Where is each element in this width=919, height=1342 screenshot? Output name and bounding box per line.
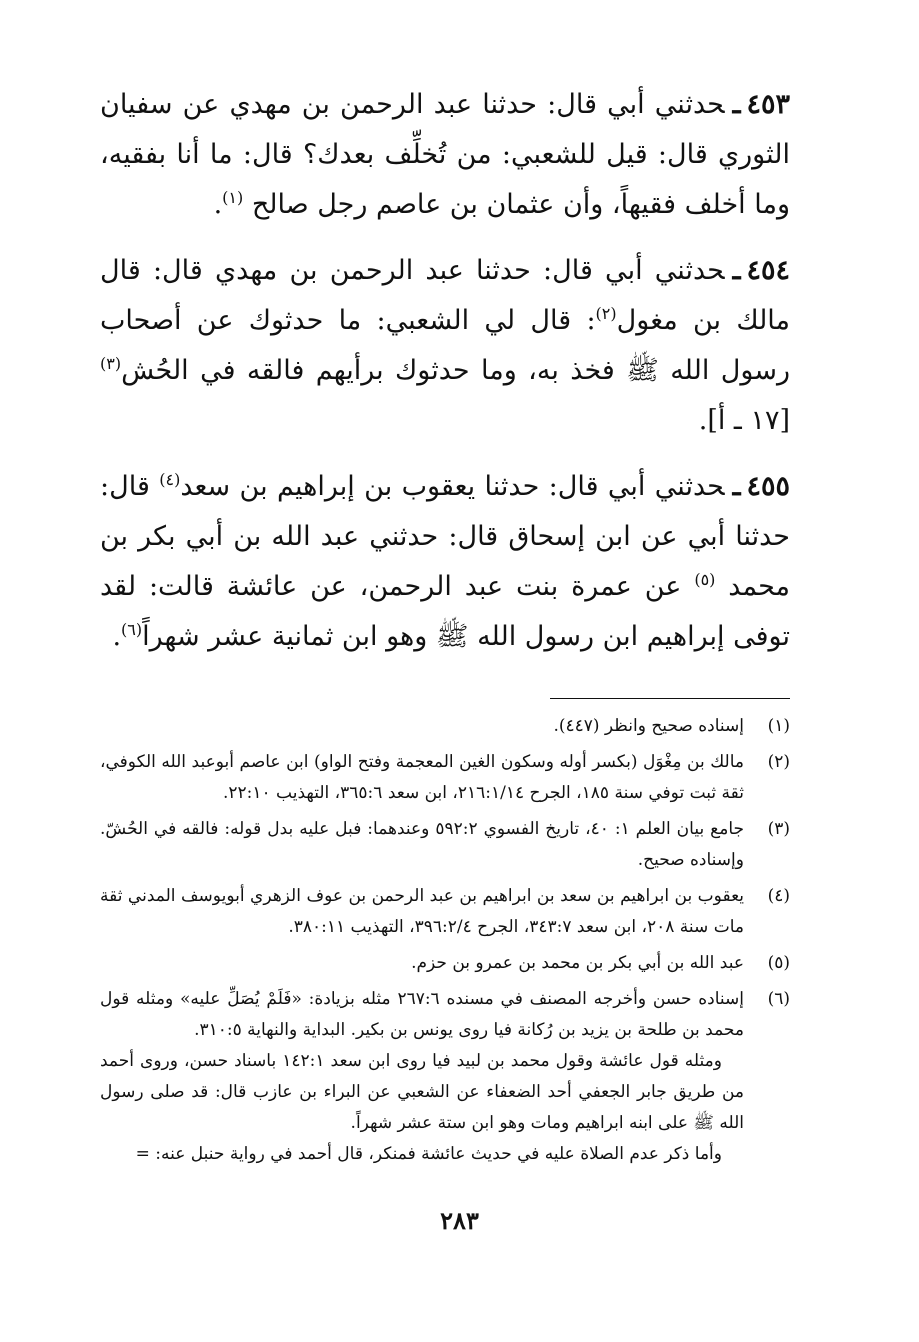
hadith-text: : قال لي الشعبي: ما حدثوك عن أصحاب رسول الله ﷺ فخذ به، وما حدثوك برأيهم فالقه في الحُش (100, 305, 790, 386)
hadith-text: عن عمرة بنت عبد الرحمن، عن عائشة قالت: لقد توفى إبراهيم ابن رسول الله ﷺ وهو ابن ثمانية عشر شهراً (100, 571, 790, 652)
footnote-number: (٥) (767, 953, 790, 973)
footnote-text (100, 747, 744, 809)
footnote-1 (100, 711, 790, 742)
footnote-paragraph: ومثله قول عائشة وقول محمد بن لبيد فيا روى ابن سعد ١٤٢:١ باسناد حسن، وروى أحمد من طريق جابر الجعفي أحد الضعفاء عن الشعبي عن البراء بن عازب قال: قد صلى رسول الله ﷺ على ابنه ابراهيم ومات وهو ابن ستة عشر شهراً. (100, 1051, 744, 1133)
footnote-paragraph: عبد الله بن أبي بكر بن محمد بن عمرو بن حزم. (411, 953, 744, 973)
footnote-paragraph: يعقوب بن ابراهيم بن سعد بن ابراهيم بن عبد الرحمن بن عوف الزهري أبويوسف المدني ثقة مات سنة ٢٠٨، ابن سعد ٣٤٣:٧، الجرح ٣٩٦:٢/٤، التهذيب ٣٨٠:١١. (100, 886, 744, 937)
footnote-ref: (١) (222, 188, 244, 207)
footnote-4 (100, 881, 790, 943)
footnote-text (100, 948, 744, 979)
hadith-text: حدثني أبي قال: حدثنا عبد الرحمن بن مهدي قال: قال مالك بن مغول (100, 255, 790, 336)
footnote-divider (550, 698, 790, 699)
footnote-text (100, 814, 744, 876)
hadith-text: حدثني أبي قال: حدثنا يعقوب بن إبراهيم بن سعد (180, 471, 725, 502)
footnote-text (100, 711, 744, 742)
hadith-tail: . (213, 189, 223, 220)
hadith-455 (100, 462, 790, 662)
hadith-number: ٤٥٥ (746, 471, 790, 502)
hadith-number: ٤٥٤ (746, 255, 790, 286)
footnote-ref: (٢) (595, 304, 617, 323)
footnote-number: (٤) (767, 886, 790, 906)
hadith-tail: . (112, 621, 122, 652)
footnote-number: (٢) (767, 752, 790, 772)
hadith-text: حدثني أبي قال: حدثنا عبد الرحمن بن مهدي عن سفيان الثوري قال: قيل للشعبي: من تُخلِّف بعدك؟ قال: ما أنا بفقيه، وما أخلف فقيهاً، وأن عثمان بن عاصم رجل صالح (100, 89, 790, 220)
page-number: ٢٨٣ (440, 1206, 479, 1235)
footnote-2 (100, 747, 790, 809)
footnote-text (100, 984, 744, 1170)
hadith-dash: ـ (732, 89, 741, 120)
footnote-paragraph: وأما ذكر عدم الصلاة عليه في حديث عائشة فمنكر، قال أحمد في رواية حنبل عنه: = (135, 1144, 722, 1164)
footnote-ref: (٤) (159, 470, 181, 489)
hadith-454 (100, 246, 790, 446)
footnote-ref: (٥) (694, 570, 716, 589)
footnote-6 (100, 984, 790, 1170)
footnote-3 (100, 814, 790, 876)
footnote-ref: (٦) (121, 620, 143, 639)
footnote-5 (100, 948, 790, 979)
hadith-dash: ـ (732, 255, 741, 286)
page-body (100, 80, 790, 1175)
hadith-text: قال: حدثنا أبي عن ابن إسحاق قال: حدثني عبد الله بن أبي بكر بن محمد (100, 471, 790, 602)
footnote-number: (٣) (767, 819, 790, 839)
footnote-text (100, 881, 744, 943)
hadith-453 (100, 80, 790, 230)
footnote-number: (٦) (767, 989, 790, 1009)
footnote-ref: (٣) (100, 354, 122, 373)
footnote-paragraph: جامع بيان العلم ١: ٤٠، تاريخ الفسوي ٥٩٢:٢ وعندهما: فبل عليه بدل قوله: فالقه في الحُشّ. وإسناده صحيح. (100, 819, 745, 870)
footnote-paragraph: إسناده صحيح وانظر (٤٤٧). (553, 716, 744, 736)
hadith-number: ٤٥٣ (746, 89, 790, 120)
footnote-paragraph: إسناده حسن وأخرجه المصنف في مسنده ٢٦٧:٦ مثله بزيادة: «فَلَمْ يُصَلِّ عليه» ومثله قول محمد بن طلحة بن يزيد بن رُكانة فيا روى يونس بن بكير. البداية والنهاية ٣١٠:٥. (100, 989, 744, 1040)
folio-marker: [١٧ ـ أ]. (698, 405, 790, 436)
footnote-number: (١) (767, 716, 790, 736)
footnote-paragraph: مالك بن مِغْوَل (بكسر أوله وسكون الغين المعجمة وفتح الواو) ابن عاصم أبوعبد الله الكوفي، ثقة ثبت توفي سنة ١٨٥، الجرح ٢١٦:١/١٤، ابن سعد ٣٦٥:٦، التهذيب ٢٢:١٠. (100, 752, 744, 803)
hadith-dash: ـ (732, 471, 741, 502)
